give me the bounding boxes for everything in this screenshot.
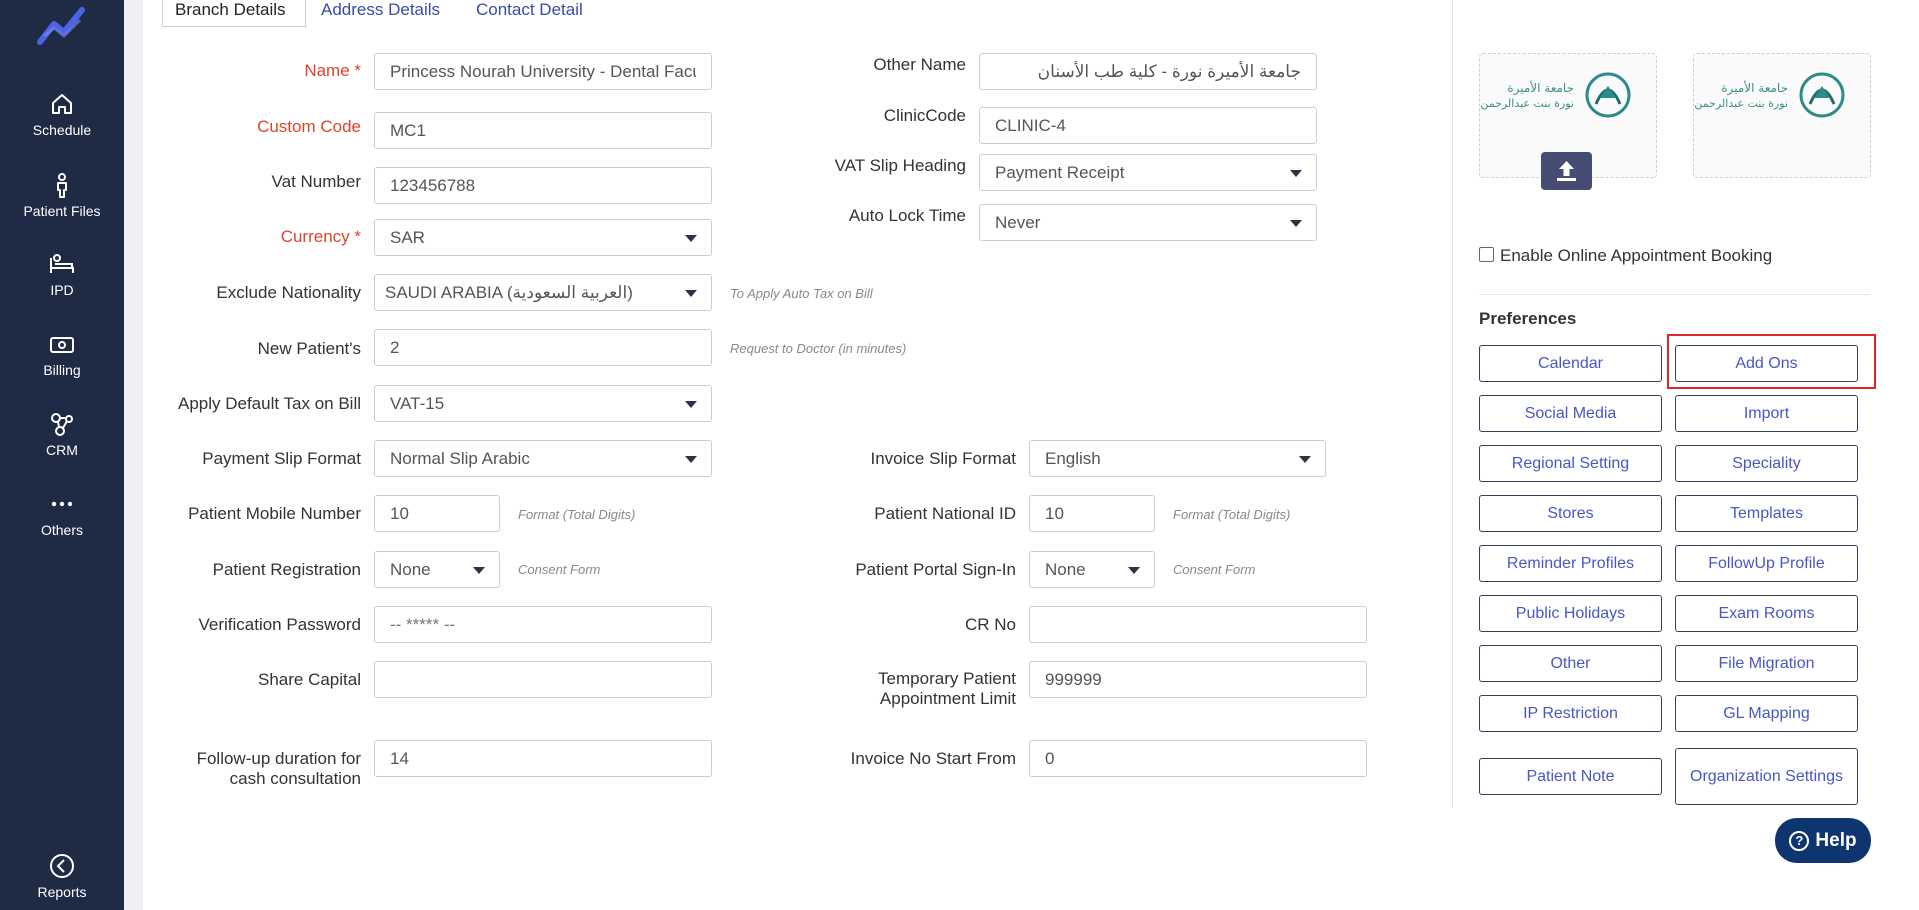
upload-logo-button[interactable]	[1541, 152, 1592, 190]
payment-slip-select[interactable]	[374, 440, 712, 477]
new-patients-hint: Request to Doctor (in minutes)	[730, 341, 907, 356]
pref-button-ip-restriction[interactable]: IP Restriction	[1479, 695, 1662, 732]
sidebar-item-schedule[interactable]	[0, 90, 124, 140]
pref-button-gl-mapping[interactable]: GL Mapping	[1675, 695, 1858, 732]
pref-button-import[interactable]: Import	[1675, 395, 1858, 432]
tab-contact-detail[interactable]: Contact Detail	[476, 0, 583, 19]
new-patients-label: New Patient's	[257, 339, 361, 358]
invoice-slip-value: English	[1045, 449, 1101, 468]
invoice-start-input[interactable]	[1029, 740, 1367, 777]
share-capital-label: Share Capital	[257, 670, 361, 689]
name-input[interactable]	[374, 53, 712, 90]
pref-button-calendar[interactable]: Calendar	[1479, 345, 1662, 382]
other-name-label: Other Name	[873, 55, 966, 74]
pref-button-public-holidays[interactable]: Public Holidays	[1479, 595, 1662, 632]
payment-slip-label: Payment Slip Format	[202, 449, 361, 468]
sidebar-item-label: Billing	[43, 362, 81, 378]
sidebar-item-label: IPD	[50, 282, 74, 298]
logo-upload-box-2[interactable]	[1693, 53, 1871, 178]
exclude-nationality-hint: To Apply Auto Tax on Bill	[730, 286, 873, 301]
sidebar-item-label: Reports	[37, 884, 87, 900]
patient-mobile-input[interactable]	[374, 495, 500, 532]
verification-password-label: Verification Password	[198, 615, 361, 634]
temp-limit-label-line1: Temporary Patient	[878, 669, 1016, 688]
enable-booking-checkbox[interactable]	[1479, 247, 1494, 262]
pref-button-other[interactable]: Other	[1479, 645, 1662, 682]
payment-slip-value: Normal Slip Arabic	[390, 449, 530, 468]
name-label: Name *	[304, 61, 361, 80]
pref-button-organization-settings[interactable]: Organization Settings	[1675, 748, 1858, 805]
patient-portal-value: None	[1045, 560, 1086, 579]
pref-button-regional-setting[interactable]: Regional Setting	[1479, 445, 1662, 482]
pref-button-exam-rooms[interactable]: Exam Rooms	[1675, 595, 1858, 632]
currency-select[interactable]	[374, 219, 712, 256]
sidebar-item-others[interactable]	[0, 490, 124, 540]
vat-slip-heading-label: VAT Slip Heading	[834, 156, 966, 175]
verification-password-input[interactable]	[374, 606, 712, 643]
patient-mobile-label: Patient Mobile Number	[188, 504, 361, 523]
patient-registration-label: Patient Registration	[212, 560, 361, 579]
invoice-slip-label: Invoice Slip Format	[870, 449, 1016, 468]
followup-label-line1: Follow-up duration for	[196, 749, 361, 768]
patient-portal-label: Patient Portal Sign-In	[855, 560, 1016, 579]
followup-label	[143, 749, 361, 789]
pref-button-speciality[interactable]: Speciality	[1675, 445, 1858, 482]
apply-tax-label: Apply Default Tax on Bill	[177, 394, 361, 413]
app-logo-icon[interactable]	[38, 6, 86, 46]
vat-number-label: Vat Number	[271, 172, 361, 191]
patient-mobile-hint: Format (Total Digits)	[518, 507, 636, 522]
university-logo-icon	[1480, 70, 1642, 120]
enable-booking-row[interactable]	[1479, 245, 1772, 267]
exclude-nationality-label: Exclude Nationality	[216, 283, 361, 302]
divider	[1479, 294, 1870, 295]
cr-no-input[interactable]	[1029, 606, 1367, 643]
pref-button-add-ons[interactable]: Add Ons	[1675, 345, 1858, 382]
cr-no-label: CR No	[964, 615, 1016, 634]
pref-button-followup-profile[interactable]: FollowUp Profile	[1675, 545, 1858, 582]
invoice-start-label: Invoice No Start From	[850, 749, 1016, 768]
vat-slip-heading-select[interactable]	[979, 154, 1317, 191]
vat-number-input[interactable]	[374, 167, 712, 204]
pref-button-file-migration[interactable]: File Migration	[1675, 645, 1858, 682]
patient-portal-select[interactable]	[1029, 551, 1155, 588]
sidebar-item-patient-files[interactable]	[0, 171, 124, 221]
pref-button-templates[interactable]: Templates	[1675, 495, 1858, 532]
pref-button-social-media[interactable]: Social Media	[1479, 395, 1662, 432]
highlight-box	[1667, 334, 1876, 389]
sidebar-item-ipd[interactable]	[0, 250, 124, 300]
share-capital-input[interactable]	[374, 661, 712, 698]
exclude-nationality-value: SAUDI ARABIA (العربية السعودية)	[385, 283, 633, 302]
panel-divider	[1452, 0, 1453, 808]
apply-tax-value: VAT-15	[390, 394, 445, 413]
bed-icon	[48, 250, 76, 278]
other-name-input[interactable]	[979, 53, 1317, 90]
auto-lock-label: Auto Lock Time	[848, 206, 966, 225]
pref-button-patient-note[interactable]: Patient Note	[1479, 758, 1662, 795]
help-label: Help	[1815, 829, 1857, 851]
sidebar-item-label: Schedule	[32, 122, 92, 138]
auto-lock-value: Never	[995, 213, 1041, 232]
auto-lock-select[interactable]	[979, 204, 1317, 241]
patient-registration-value: None	[390, 560, 431, 579]
help-button[interactable]	[1775, 818, 1871, 863]
patient-registration-select[interactable]	[374, 551, 500, 588]
sidebar-item-billing[interactable]	[0, 330, 124, 380]
more-icon	[48, 490, 76, 518]
followup-label-line2: cash consultation	[229, 769, 361, 788]
followup-input[interactable]	[374, 740, 712, 777]
apply-tax-select[interactable]	[374, 385, 712, 422]
help-icon: ?	[1789, 831, 1809, 851]
exclude-nationality-select[interactable]	[374, 274, 712, 311]
temp-limit-input[interactable]	[1029, 661, 1367, 698]
new-patients-input[interactable]	[374, 329, 712, 366]
other-name-value: جامعة الأميرة نورة - كلية طب الأسنان	[1037, 62, 1301, 81]
tab-address-details[interactable]: Address Details	[321, 0, 441, 19]
patient-portal-hint: Consent Form	[1173, 562, 1256, 577]
home-icon	[48, 90, 76, 118]
sidebar-item-label: Patient Files	[23, 203, 101, 219]
back-circle-icon	[48, 852, 76, 880]
temp-limit-label	[803, 669, 1016, 709]
university-logo-icon	[1694, 70, 1856, 120]
sidebar-item-reports[interactable]	[0, 852, 124, 902]
patient-national-id-hint: Format (Total Digits)	[1173, 507, 1291, 522]
patient-national-id-label: Patient National ID	[874, 504, 1016, 523]
preferences-title: Preferences	[1479, 309, 1577, 328]
patient-registration-hint: Consent Form	[518, 562, 601, 577]
pref-button-stores[interactable]: Stores	[1479, 495, 1662, 532]
tab-branch-details[interactable]: Branch Details	[162, 0, 306, 27]
currency-label: Currency *	[280, 227, 361, 246]
person-icon	[48, 171, 76, 199]
invoice-slip-select[interactable]	[1029, 440, 1326, 477]
temp-limit-label-line2: Appointment Limit	[879, 689, 1016, 708]
logo-text-line1: جامعة الأميرة	[1507, 81, 1574, 95]
money-icon	[48, 330, 76, 358]
pref-button-reminder-profiles[interactable]: Reminder Profiles	[1479, 545, 1662, 582]
vat-slip-heading-value: Payment Receipt	[995, 163, 1125, 182]
custom-code-input[interactable]	[374, 112, 712, 149]
clinic-code-input[interactable]	[979, 107, 1317, 144]
currency-value: SAR	[390, 228, 425, 247]
patient-national-id-input[interactable]	[1029, 495, 1155, 532]
logo-text-line2: نورة بنت عبدالرحمن	[1480, 97, 1574, 110]
logo-text-line1: جامعة الأميرة	[1721, 81, 1788, 95]
custom-code-label: Custom Code	[257, 117, 361, 136]
sidebar-item-crm[interactable]	[0, 410, 124, 460]
enable-booking-label: Enable Online Appointment Booking	[1500, 246, 1773, 265]
sidebar	[0, 0, 124, 910]
sidebar-item-label: Others	[40, 522, 83, 538]
logo-text-line2: نورة بنت عبدالرحمن	[1694, 97, 1788, 110]
network-icon	[48, 410, 76, 438]
clinic-code-label: ClinicCode	[883, 106, 966, 125]
upload-icon	[1541, 152, 1592, 190]
sidebar-item-label: CRM	[46, 442, 78, 458]
